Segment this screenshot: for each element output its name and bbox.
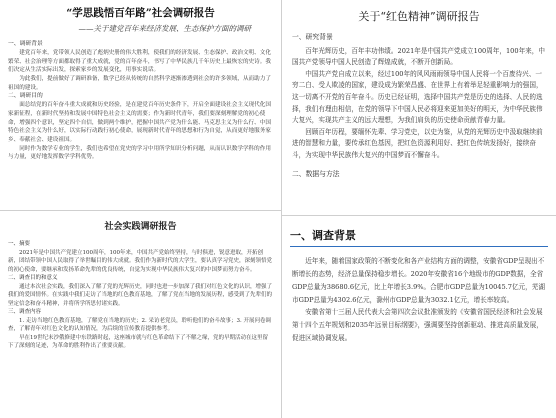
paragraph: 1. 走访当地红色教育基地，了解党在当地的历史；2. 采访老党员，聆听他们的奋斗故事；3. 开展问卷调查，了解青年对红色文化的认知情况，为后续的宣传教育提供参考。 bbox=[8, 317, 271, 333]
page-body bbox=[0, 232, 281, 351]
section-heading: 一、摘要 bbox=[8, 241, 31, 247]
section-header bbox=[290, 224, 548, 247]
section-heading: 二、数据与方法 bbox=[292, 170, 340, 179]
paragraph: 面总结党的百年奋斗重大成就和历史经验，是在建党百年历史条件下，开启全面建设社会主义现代化国家新征程，在新时代坚持和发展中国特色社会主义的需要；作为新时代青年，我们要深刻理解党的初心使命，增强四个意识，坚定四个自信，做到两个维护，把握中国共产党为什么能、马克思主义为什么行、中国特色社会主义为什么好，以实际行动践行初心使命，展现新时代青年的思想和行为自觉，从而更好地服务家乡、奉献社会、建设祖国。 bbox=[8, 102, 271, 143]
page-body bbox=[0, 34, 281, 162]
page-title: “学思践悟百年路”社会调研报告 bbox=[66, 7, 215, 19]
page-subtitle: ——关于建党百年来经济发展、生态保护方面的调研 bbox=[78, 24, 251, 33]
section-heading: 二、调研目的 bbox=[8, 93, 43, 100]
report-page-study-history bbox=[0, 0, 282, 210]
section-heading: 一、调研背景 bbox=[8, 41, 43, 47]
paragraph: 近年来，随着国家政策的不断变化和各产业结构方面的调整，安徽省GDP呈现出不断增长的态势，经济总量保持稳步增长。2020年安徽省16个地级市的GDP数据，全省GDP总量为38680.6亿元，比上年增长3.9%。合肥市GDP总量为10045.7亿元，芜湖市GDP总量为4302.6亿元，滁州市GDP总量为3032.1亿元，增长率较高。 bbox=[292, 257, 545, 304]
paragraph: 为此我们，提前做好了调研准备，数学已经从传统的自然科学逐渐渗透到社会的许多领域，从而助力了祖国的建设。 bbox=[8, 75, 271, 91]
spacer bbox=[292, 161, 546, 167]
paragraph: 建党百年来，党带领人民创造了彪炳史册的伟大胜利，使我们的经济发展、生态保护、政治文明、文化繁荣、社会治理等方面都取得了重大成就，党的百年奋斗，书写了中华民族几千年历史上最恢宏的史诗。我们决定从生活实际出发，探索家乡的发展变化，用事实说话。 bbox=[8, 49, 271, 74]
paragraph: 2021年是中国共产党建立100周年，100年来，中国共产党始终坚持，与时俱进，锐意进取，开拓创新，团结带领中国人民取得了举世瞩目的伟大成就。我们作为新时代的大学生，要认真学习党史，深刻领悟党的初心使命，要继承和发扬革命先辈的优良传统，自觉为实现中华民族伟大复兴的中国梦而努力奋斗。 bbox=[8, 249, 273, 273]
paragraph: 早在19世纪末沙俄修建中东铁路时起，这座城市就与红色革命结下了不解之缘，党的早期活动在这里留下了深刻的足迹，为革命的胜利作出了重要贡献。 bbox=[8, 334, 269, 350]
section-heading: 二、调查目的和意义 bbox=[8, 275, 58, 282]
page-body bbox=[282, 247, 556, 345]
page-body bbox=[282, 24, 556, 181]
report-page-social-practice bbox=[0, 210, 282, 418]
section-heading: 一、调查背景 bbox=[290, 229, 356, 242]
report-page-red-spirit bbox=[282, 0, 556, 215]
paragraph: 同时作为数学专业的学生，我们也希望在党史的学习中用所学知识分析问题，从而认识数学学科的作用与力量，更好地发挥数学学科优势。 bbox=[8, 145, 271, 161]
report-page-survey-background bbox=[282, 215, 556, 418]
page-title: 社会实践调研报告 bbox=[104, 222, 177, 232]
section-heading: 一、研究背景 bbox=[292, 33, 333, 41]
paragraph: 通过本次社会实践，我们深入了解了党的光辉历史，同时也进一步加深了我们对红色文化的认识，增强了我们的爱国情怀。在实践中我们走访了当地的红色教育基地，了解了党在当地的发展历程，感受到了先辈们的坚定信念和奋斗精神，并将所学所思付诸实践。 bbox=[8, 283, 273, 307]
page-title: 关于“红色精神”调研报告 bbox=[358, 10, 480, 23]
paragraph: 回顾百年历程，要缅怀先辈、学习党史，以史为鉴，从党的光辉历史中汲取继续前进的智慧和力量，要传承红色基因，把红色资源利用好、把红色传统发扬好，接续奋斗，为实现中华民族伟大复兴的中国梦而不懈奋斗。 bbox=[292, 127, 543, 159]
paragraph: 安徽省第十三届人民代表大会第四次会议批准颁发的《安徽省国民经济和社会发展第十四个五年规划和2035年远景目标纲要》，强调要坚持创新驱动、推进高质量发展，促进区域协调发展。 bbox=[292, 308, 543, 343]
paragraph: 百年光辉历史，百年丰功伟绩。2021年是中国共产党成立100周年，100年来，中国共产党领导中国人民创造了辉煌成就，不断开创新局。 bbox=[292, 46, 545, 67]
section-heading: 三、调查内容 bbox=[8, 309, 42, 316]
paragraph: 中国共产党自成立以来，经过100年的风风雨雨领导中国人民将一个百废待兴、一穷二白、受人欺凌的国家，建设成为繁荣昌盛、在世界上有着举足轻重影响力的强国，这一切离不开党的百年奋斗。历史已经证明，选择中国共产党是历史的选择、人民的选择，我们有理由相信，在党的领导下中国人民必将迎来更加美好的明天，为中华民族伟大复兴，实现共产主义的远大理想，为我们肩负的历史使命贡献青春力量。 bbox=[292, 69, 543, 125]
